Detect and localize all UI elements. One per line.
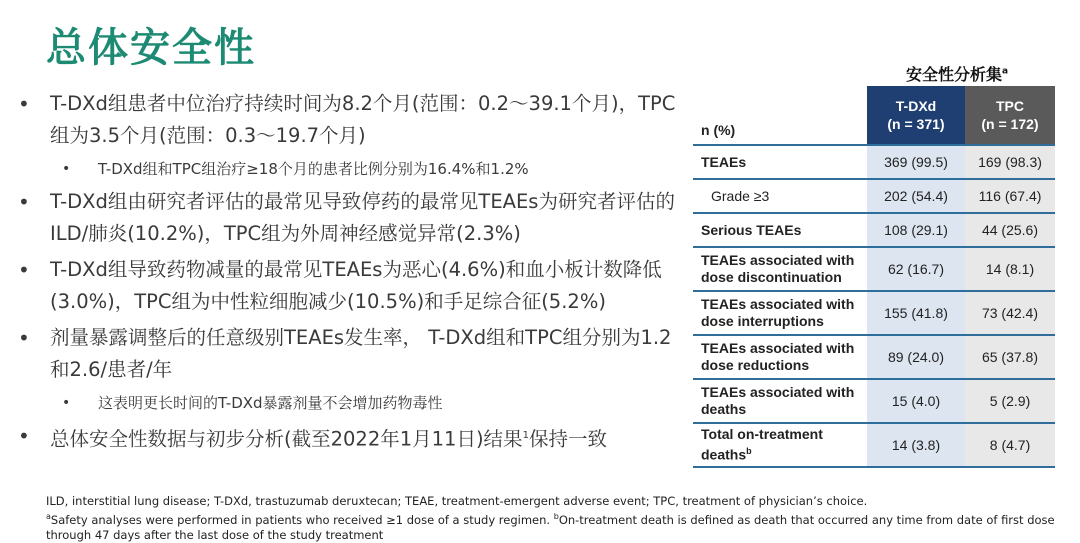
tpc-value: 5 (2.9) — [965, 379, 1055, 423]
bullet-text: 这表明更长时间的T-DXd暴露剂量不会增加药物毒性 — [98, 394, 443, 412]
tdxd-value: 15 (4.0) — [867, 379, 965, 423]
row-label-line: deaths — [701, 446, 747, 463]
tpc-value: 65 (37.8) — [965, 335, 1055, 379]
footnote-mark: a — [46, 512, 51, 521]
footnote-text: On-treatment death is defined as death that occurred any time from date of first dose through 47 days after the last dose of the study treatment — [46, 512, 1055, 542]
table-row — [693, 423, 1055, 467]
row-label-line: deaths — [701, 401, 747, 417]
bullet-text: T-DXd组由研究者评估的最常见导致停药的最常见TEAEs为研究者评估的ILD/肺炎(10.2%)，TPC组为外周神经感觉异常(2.3%) — [50, 190, 675, 245]
row-label — [693, 335, 867, 379]
bullet-item — [18, 322, 683, 386]
bullet-item — [18, 88, 683, 152]
table-row — [693, 335, 1055, 379]
footnote-text: Safety analyses were performed in patients who received ≥1 dose of a study regimen. — [50, 512, 554, 527]
set-title-text: 安全性分析集 — [906, 65, 1003, 84]
safety-table-container — [693, 86, 1055, 468]
row-label — [693, 247, 867, 291]
row-label — [693, 291, 867, 335]
row-label: Grade ≥3 — [693, 179, 867, 213]
row-label-line: dose discontinuation — [701, 269, 842, 285]
tpc-value: 169 (98.3) — [965, 145, 1055, 179]
table-row — [693, 213, 1055, 247]
table-row — [693, 291, 1055, 335]
bullet-list — [18, 88, 683, 460]
tdxd-value: 202 (54.4) — [867, 179, 965, 213]
table-row — [693, 145, 1055, 179]
tpc-value: 73 (42.4) — [965, 291, 1055, 335]
tdxd-value: 14 (3.8) — [867, 423, 965, 467]
bullet-text: T-DXd组导致药物减量的最常见TEAEs为恶心(4.6%)和血小板计数降低(3.0%)，TPC组为中性粒细胞减少(10.5%)和手足综合征(5.2%) — [50, 258, 662, 313]
table-row — [693, 247, 1055, 291]
bullet-text: 剂量暴露调整后的任意级别TEAEs发生率， T-DXd组和TPC组分别为1.2和2.6/患者/年 — [50, 326, 672, 381]
tdxd-value: 89 (24.0) — [867, 335, 965, 379]
footnote-mark: b — [553, 512, 559, 521]
safety-footnote — [46, 509, 1066, 543]
sub-bullet-item — [18, 156, 683, 182]
bullet-text: T-DXd组和TPC组治疗≥18个月的患者比例分别为16.4%和1.2% — [98, 160, 529, 178]
row-label: Serious TEAEs — [693, 213, 867, 247]
row-label-line: dose interruptions — [701, 313, 824, 329]
header-tdxd — [867, 86, 965, 145]
tdxd-value: 62 (16.7) — [867, 247, 965, 291]
row-label-line: dose reductions — [701, 357, 810, 373]
bullet-item — [18, 186, 683, 250]
tdxd-value: 108 (29.1) — [867, 213, 965, 247]
header-n-percent: n (%) — [701, 122, 736, 138]
tpc-value: 116 (67.4) — [965, 179, 1055, 213]
row-label — [693, 423, 867, 467]
table-row — [693, 379, 1055, 423]
footnote-mark: b — [746, 446, 752, 457]
abbreviations-footnote: ILD, interstitial lung disease; T-DXd, trastuzumab deruxtecan; TEAE, treatment-emergent adverse event; TPC, treatment of physician’s choice. — [46, 494, 868, 508]
row-label-line: TEAEs associated with — [701, 296, 855, 312]
tpc-value: 14 (8.1) — [965, 247, 1055, 291]
sub-bullet-item — [18, 390, 683, 416]
tpc-value: 8 (4.7) — [965, 423, 1055, 467]
bullet-item — [18, 420, 683, 456]
reference-superscript: 1 — [522, 430, 529, 441]
header-tpc — [965, 86, 1055, 145]
row-label-line: TEAEs associated with — [701, 340, 855, 356]
footnotes — [46, 494, 1066, 543]
tdxd-value: 369 (99.5) — [867, 145, 965, 179]
row-label: TEAEs — [693, 145, 867, 179]
col-name: T-DXd — [895, 98, 937, 114]
bullet-item — [18, 254, 683, 318]
col-name: TPC — [996, 98, 1024, 114]
col-n: (n = 172) — [981, 116, 1039, 132]
safety-table — [693, 86, 1055, 468]
row-label — [693, 379, 867, 423]
bullet-text: 总体安全性数据与初步分析(截至2022年1月11日)结果 — [50, 427, 523, 451]
row-label-line: TEAEs associated with — [701, 252, 855, 268]
table-set-title — [906, 62, 1008, 85]
row-label-line: Total on-treatment — [701, 426, 823, 443]
bullet-text: T-DXd组患者中位治疗持续时间为8.2个月(范围：0.2～39.1个月)，TPC组为3.5个月(范围：0.3～19.7个月) — [50, 92, 676, 147]
tpc-value: 44 (25.6) — [965, 213, 1055, 247]
table-row — [693, 179, 1055, 213]
bullet-text: 保持一致 — [528, 427, 607, 451]
set-title-superscript: a — [1002, 66, 1009, 77]
row-label-line: TEAEs associated with — [701, 384, 855, 400]
col-n: (n = 371) — [887, 116, 945, 132]
page-title: 总体安全性 — [46, 25, 256, 71]
tdxd-value: 155 (41.8) — [867, 291, 965, 335]
